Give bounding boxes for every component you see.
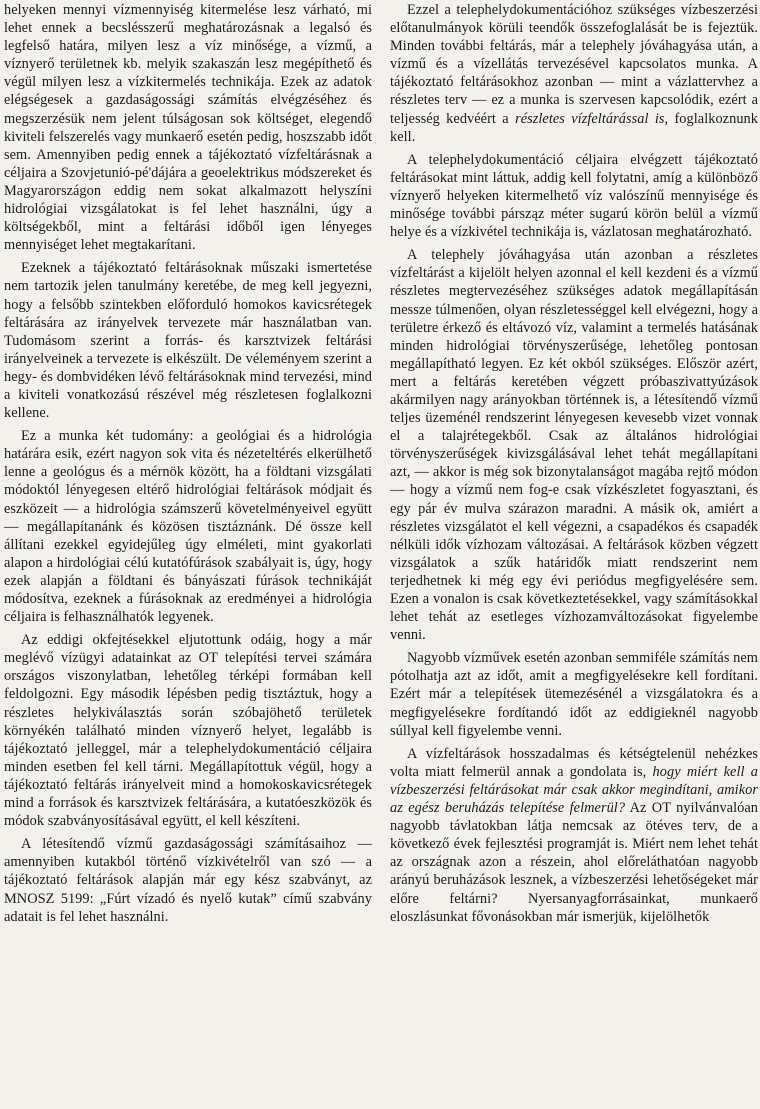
text-run: A vízfeltárások hosszadalmas és kétségtelenül nehézkes volta miatt felmerül annak a gondolata is, xyxy=(390,745,758,780)
text-run: A létesítendő vízmű gazdaságossági számításaihoz — amennyiben kutakból történő vízkivételről van szó — a tájékoztató feltárások alapján már egy kész szabványt, az MNOSZ 5199: „Fúrt vízadó és nyelő kutak” című szabvány adatait is fel lehet használni. xyxy=(4,836,372,925)
text-run: A telephely jóváhagyása után azonban a részletes vízfeltárást a kijelölt helyen azonnal el kell kezdeni és a vízmű részletes megtervezéséhez szükséges adatok megállapításán messze túlmenően, olyan részletességgel kell elvégezni, hogy a területre érkező és eltávozó víz, valamint a termelés hatásának minden hidrológiai törvényszerűsége, lehetőleg pontosan megállapítható legyen. Ez két okból szükséges. Először azért, mert a feltárás keretében végzett próbaszivattyúzások akármilyen nagy arányokban történnek is, a létesítendő vízmű teljes üzeménél rendszerint lényegesen kevesebb vizet vonnak el a talajrétegekből. Csak az általános hidrológiai törvényszerűségek kivizsgálásával lehet tehát megállapítani azt, — akkor is még sok bizonytalanságot magába rejtő módon — hogy a vízmű nem fog-e csak vízkészletet fogyasztani, és egy pár év mulva szárazon maradni. A másik ok, amiért a részletes vizsgálatot el kell végezni, a csapadékos és csapadék nélküli idők vízhozam változásai. A feltárások közben végzett vizsgálatok a szűk határidők miatt rendszerint nem terjedhetnek ki még egy évi periódus megfigyelésére sem. Ezen a vonalon is csak következtetésekkel, vagy számításokkal lehet tehát az esetleges vízhozamváltozásokat figyelembe venni. xyxy=(390,247,758,644)
paragraph xyxy=(390,649,758,739)
text-run: A telephelydokumentáció céljaira elvégzett tájékoztató feltárásokat mint láttuk, addig kell folytatni, amíg a különböző víznyerő helyeken kitermelhető víz valószínű mennyisége és minősége további pársząz méter sugarú körön belül a vízmű helye és a vízkivétel technikája is, vázlatosan meghatározható. xyxy=(390,151,758,241)
emphasis-text: részletes vízfeltárással is xyxy=(515,110,665,127)
paragraph xyxy=(4,835,372,925)
emphasis-text: hogy miért kell a vízbeszerzési feltárásokat már csak akkor megindítani, amikor az egész beruházás telepítése felmerül? xyxy=(390,763,758,817)
paragraph xyxy=(390,1,758,146)
text-run: , foglalkoznunk kell. xyxy=(390,110,758,145)
text-run: Az eddigi okfejtésekkel eljutottunk odáig, hogy a már meglévő vízügyi adatainkat az OT telepítési tervei számára országos viszonylatban, lehetőleg térképi formában kell feldolgozni. Egy második lépésben pedig tisztáztuk, hogy a részletes helykiválasztás során szóbajöhető területek környékén található minden víznyerő helyet, legalább is tájékoztató jelleggel, már a telephelydokumentáció céljaira minden esetben fel kell tárni. Megállapítottuk végül, hogy a tájékoztató feltárás irányelveit mind a homokoskavicsrétegek mind a források és karsztvizek feltárására, a kutatóeszközök és módok szabványosításával együtt, el kell készíteni. xyxy=(4,632,372,830)
text-run: helyeken mennyi vízmennyiség kitermelése lesz várható, mi lehet ennek a becslésszerű meghatározásnak a legalsó és legfelső határa, milyen lesz a víz minősége, a vízmű, a víznyerő területnek kb. melyik szakaszán lesz megépíthető és végül milyen lesz a vízkitermelés technikája. Ezek az adatok elégségesek a gazdaságossági számítás elvégzéséhez és megszerzésük nem jelent túlságosan sok költséget, elegendő kiviteli felszerelés vagy munkaerő esetén pedig, hoszszabb időt sem. Amennyiben pedig ennek a tájékoztató vízfeltárásnak a céljaira a Szovjetunió-pé'dájára a geoelektrikus módszereket és Magyarországon eddig nem sokat alkalmazott helyszíni hidrológiai vizsgálatokat is fel lehet használni, úgy a költségekből, mint a feltárási időből igen lényeges mennyiséget lehet megtakarítani. xyxy=(4,2,372,254)
paragraph xyxy=(4,631,372,830)
paragraph xyxy=(4,259,372,422)
paragraph xyxy=(390,246,758,644)
paragraph xyxy=(4,1,372,254)
text-run: Nagyobb vízművek esetén azonban semmiféle számítás nem pótolhatja azt az időt, amit a megfigyelésekre kell fordítani. Ezért már a telepítések ütemezésénél a vizsgálatokra és a megfigyelésekre fordítandó időt az eddigieknél nagyobb súllyal kell figyelembe venni. xyxy=(390,650,758,739)
text-run: Az OT nyilvánvalóan nagyobb távlatokban látja nemcsak az ötéves terv, de a következő évek fejlesztési programját is. Miért nem lehet tehát az országnak azon a részein, ahol előreláthatóan nagyobb arányú beruházások lesznek, a vízbeszerzési lehetőségeket már előre feltárni? Nyersanyagforrásainkat, munkaerő eloszlásunkat fővonásokban már ismerjük, kijelölhetők xyxy=(390,800,758,925)
text-run: Ezeknek a tájékoztató feltárásoknak műszaki ismertetése nem tartozik jelen tanulmány keretébe, de meg kell jegyezni, hogy a felsőbb szintekben előforduló homokos kavicsrétegek feltárására az irányelvek tervezete már használatban van. Tudomásom szerint a forrás- és karsztvizek feltárási irányelveinek a tervezete is elkészült. De véleményem szerint a hegy- és dombvidéken lévő feltárásoknak mind tervezési, mind a kiviteli vonatkozású részével még részletesen foglalkozni kellene. xyxy=(4,260,372,422)
text-run: Ez a munka két tudomány: a geológiai és a hidrológia határára esik, ezért nagyon sok vita és nézeteltérés elkerülhető lenne a geológus és a mérnök között, ha a földtani vizsgálati módoktól lényegesen eltérő hidrológiai feltárások módjait és eszközeit — a hidrológia számszerű követelményeivel együtt — megállapítanánk és közösen tisztáznánk. Dé össze kell állítani ezekkel egyidejűleg úgy elméleti, mint gyakorlati alapon a hirdológiai célú kutatófúrások szabályait is, úgy, hogy ezek alapján a földtani és bányászati fúrások technikáját módosítva, ezeknek a fúrásoknak az eredményei a hidrológia céljaira is felhasználhatók legyenek. xyxy=(4,428,372,626)
left-column xyxy=(4,0,372,1109)
paragraph xyxy=(390,151,758,241)
text-run: Ezzel a telephelydokumentációhoz szükséges vízbeszerzési előtanulmányok körüli teendők összefoglalását be is fejeztük. Minden további feltárás, már a telephely jóváhagyása után, a vízmű és a vízellátás tervezésével kapcsolatos munka. A tájékoztató feltárásokhoz azonban — mint a vázlattervhez a részletes terv — ez a munka is szervesen kapcsolódik, ezért a teljesség kedvéért a xyxy=(390,2,758,127)
right-column xyxy=(390,0,758,1109)
paragraph xyxy=(390,745,758,926)
paragraph xyxy=(4,427,372,626)
